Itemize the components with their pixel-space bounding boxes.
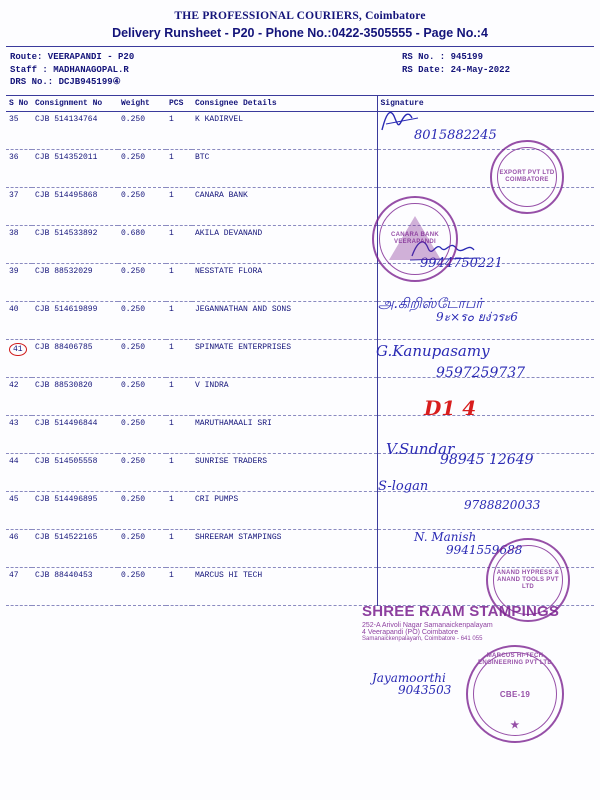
cell-pcs: 1 bbox=[166, 567, 192, 605]
stamp-marcus-center-text: CBE-19 bbox=[499, 689, 531, 699]
meta-rs-no: RS No. : 945199 bbox=[401, 52, 483, 62]
col-weight: Weight bbox=[118, 95, 166, 111]
cell-sno: 35 bbox=[6, 111, 32, 149]
cell-sno: 38 bbox=[6, 225, 32, 263]
cell-consignee: AKILA DEVANAND bbox=[192, 225, 377, 263]
cell-consignee: CRI PUMPS bbox=[192, 491, 377, 529]
cell-pcs: 1 bbox=[166, 339, 192, 377]
cell-weight: 0.250 bbox=[118, 111, 166, 149]
cell-consignee: SPINMATE ENTERPRISES bbox=[192, 339, 377, 377]
meta-drs: DRS No.: DCJB945199④ bbox=[10, 77, 121, 87]
handwritten-signature-row-42: V.Sundar bbox=[386, 440, 455, 458]
table-row bbox=[6, 149, 594, 187]
header-meta bbox=[0, 47, 600, 91]
cell-pcs: 1 bbox=[166, 149, 192, 187]
cell-consignment-no: CJB 88440453 bbox=[32, 567, 118, 605]
cell-pcs: 1 bbox=[166, 187, 192, 225]
cell-weight: 0.680 bbox=[118, 225, 166, 263]
cell-weight: 0.250 bbox=[118, 567, 166, 605]
cell-consignee: BTC bbox=[192, 149, 377, 187]
table-header-row bbox=[6, 95, 594, 111]
cell-sno: 43 bbox=[6, 415, 32, 453]
handwritten-note-row-39: 9ะ×ร๐ ยง่วระ6 bbox=[436, 310, 518, 324]
stamp-shree-raam-line1: 252-A Arivoli Nagar Samanaickenpalayam bbox=[362, 622, 493, 629]
table-row bbox=[6, 187, 594, 225]
cell-pcs: 1 bbox=[166, 415, 192, 453]
handwritten-phone-row-41: 9597259737 bbox=[436, 365, 526, 381]
cell-consignee: MARUTHAMAALI SRI bbox=[192, 415, 377, 453]
cell-consignment-no: CJB 514496895 bbox=[32, 491, 118, 529]
cell-consignment-no: CJB 88532029 bbox=[32, 263, 118, 301]
handwritten-phone-row-44: 9941559688 bbox=[446, 543, 523, 557]
cell-weight: 0.250 bbox=[118, 187, 166, 225]
handwritten-phone-row-35: 8015882245 bbox=[414, 128, 497, 143]
stamp-shree-raam-stampings bbox=[362, 603, 559, 642]
page-title: THE PROFESSIONAL COURIERS, Coimbatore bbox=[174, 10, 426, 22]
table-row bbox=[6, 339, 594, 377]
cell-weight: 0.250 bbox=[118, 491, 166, 529]
cell-signature bbox=[377, 453, 594, 491]
cell-sno bbox=[6, 339, 32, 377]
cell-sno: 36 bbox=[6, 149, 32, 187]
cell-sno: 44 bbox=[6, 453, 32, 491]
table-row bbox=[6, 491, 594, 529]
table-row bbox=[6, 415, 594, 453]
table-row bbox=[6, 567, 594, 605]
cell-signature bbox=[377, 491, 594, 529]
handwritten-phone-row-38: 9944750221 bbox=[420, 256, 503, 271]
cell-signature bbox=[377, 111, 594, 149]
stamp-canara-bank-round: CANARA BANK VEERAPANDI bbox=[372, 196, 458, 282]
cell-signature bbox=[377, 149, 594, 187]
cell-sno: 40 bbox=[6, 301, 32, 339]
cell-pcs: 1 bbox=[166, 225, 192, 263]
cell-consignee: MARCUS HI TECH bbox=[192, 567, 377, 605]
cell-consignment-no: CJB 514495868 bbox=[32, 187, 118, 225]
col-pcs: PCS bbox=[166, 95, 192, 111]
handwritten-signature-row-43: S-logan bbox=[378, 479, 429, 494]
table-row bbox=[6, 111, 594, 149]
cell-weight: 0.250 bbox=[118, 301, 166, 339]
cell-consignment-no: CJB 88530820 bbox=[32, 377, 118, 415]
star-icon: ★ bbox=[510, 720, 520, 731]
cell-consignment-no: CJB 514352011 bbox=[32, 149, 118, 187]
cell-consignee: SUNRISE TRADERS bbox=[192, 453, 377, 491]
cell-pcs: 1 bbox=[166, 263, 192, 301]
cell-weight: 0.250 bbox=[118, 377, 166, 415]
cell-consignment-no: CJB 514134764 bbox=[32, 111, 118, 149]
handwritten-phone-row-43: 9788820033 bbox=[464, 498, 541, 512]
cell-signature bbox=[377, 415, 594, 453]
cell-weight: 0.250 bbox=[118, 339, 166, 377]
cell-pcs: 1 bbox=[166, 529, 192, 567]
cell-pcs: 1 bbox=[166, 111, 192, 149]
stamp-shree-raam-title: SHREE RAAM STAMPINGS bbox=[362, 603, 560, 620]
stamp-marcus-hi-tech-round bbox=[466, 645, 564, 743]
meta-route: Route: VEERAPANDI - P20 bbox=[10, 52, 135, 62]
table-row bbox=[6, 529, 594, 567]
table-row bbox=[6, 301, 594, 339]
cell-signature bbox=[377, 377, 594, 415]
cell-weight: 0.250 bbox=[118, 263, 166, 301]
cell-pcs: 1 bbox=[166, 301, 192, 339]
meta-rs-date: RS Date: 24-May-2022 bbox=[401, 64, 510, 75]
cell-sno: 39 bbox=[6, 263, 32, 301]
cell-consignment-no: CJB 514496844 bbox=[32, 415, 118, 453]
cell-pcs: 1 bbox=[166, 453, 192, 491]
stamp-export-round: EXPORT PVT LTD COIMBATORE bbox=[490, 140, 564, 214]
cell-weight: 0.250 bbox=[118, 149, 166, 187]
col-signature: Signature bbox=[377, 95, 594, 111]
handwritten-signature-row-40: G.Kanupasamy bbox=[376, 342, 490, 360]
cell-consignment-no: CJB 514522165 bbox=[32, 529, 118, 567]
stamp-marcus-outer-text: MARCUS HI-TECH ENGINEERING PVT LTD bbox=[478, 653, 552, 666]
cell-consignee: NESSTATE FLORA bbox=[192, 263, 377, 301]
handwritten-phone-row-47: 9043503 bbox=[398, 683, 452, 697]
cell-sno: 45 bbox=[6, 491, 32, 529]
stamp-shree-raam-line2: 4 Veerapandi (PO) Coimbatore bbox=[362, 629, 459, 636]
table-row bbox=[6, 453, 594, 491]
cell-signature bbox=[377, 301, 594, 339]
cell-consignment-no: CJB 514505558 bbox=[32, 453, 118, 491]
cell-consignee: SHREERAM STAMPINGS bbox=[192, 529, 377, 567]
cell-sno: 37 bbox=[6, 187, 32, 225]
cell-sno: 42 bbox=[6, 377, 32, 415]
cell-weight: 0.250 bbox=[118, 529, 166, 567]
cell-consignment-no: CJB 514619899 bbox=[32, 301, 118, 339]
cell-signature bbox=[377, 529, 594, 567]
handwritten-phone-row-42: 98945 12649 bbox=[440, 452, 534, 468]
cell-signature bbox=[377, 339, 594, 377]
cell-consignee: K KADIRVEL bbox=[192, 111, 377, 149]
table-row bbox=[6, 377, 594, 415]
cell-weight: 0.250 bbox=[118, 453, 166, 491]
cell-signature bbox=[377, 263, 594, 301]
meta-staff: Staff : MADHANAGOPAL.R bbox=[10, 64, 129, 75]
cell-signature bbox=[377, 567, 594, 605]
cell-sno: 47 bbox=[6, 567, 32, 605]
handwritten-signature-row-47: Jayamoorthi bbox=[372, 671, 446, 685]
handwritten-red-mark-row-41: D1 4 bbox=[424, 396, 477, 420]
cell-weight: 0.250 bbox=[118, 415, 166, 453]
cell-signature bbox=[377, 225, 594, 263]
table-row bbox=[6, 225, 594, 263]
col-sno: S No bbox=[6, 95, 32, 111]
page-subtitle: Delivery Runsheet - P20 - Phone No.:0422-3505555 - Page No.:4 bbox=[112, 26, 488, 40]
stamp-hypress-round: ANAND HYPRESS & ANAND TOOLS PVT LTD bbox=[486, 538, 570, 622]
runsheet-table bbox=[6, 95, 594, 606]
cell-sno: 46 bbox=[6, 529, 32, 567]
col-consignee: Consignee Details bbox=[192, 95, 377, 111]
cell-consignment-no: CJB 514533892 bbox=[32, 225, 118, 263]
table-row bbox=[6, 263, 594, 301]
cell-consignment-no: CJB 88406785 bbox=[32, 339, 118, 377]
handwritten-signature-row-44: N. Manish bbox=[414, 530, 477, 544]
row-number-circled: 41 bbox=[9, 343, 27, 356]
cell-signature bbox=[377, 187, 594, 225]
cell-consignee: CANARA BANK bbox=[192, 187, 377, 225]
cell-consignee: V INDRA bbox=[192, 377, 377, 415]
cell-consignee: JEGANNATHAN AND SONS bbox=[192, 301, 377, 339]
cell-pcs: 1 bbox=[166, 491, 192, 529]
table-body bbox=[6, 111, 594, 605]
handwritten-signature-row-39-tamil: அ.கிறிஸ்டோபர் bbox=[378, 296, 483, 312]
cell-pcs: 1 bbox=[166, 377, 192, 415]
stamp-shree-raam-line3: Samanaickenpalayam, Coimbatore - 641 055 bbox=[362, 636, 483, 642]
col-consignment-no: Consignment No bbox=[32, 95, 118, 111]
